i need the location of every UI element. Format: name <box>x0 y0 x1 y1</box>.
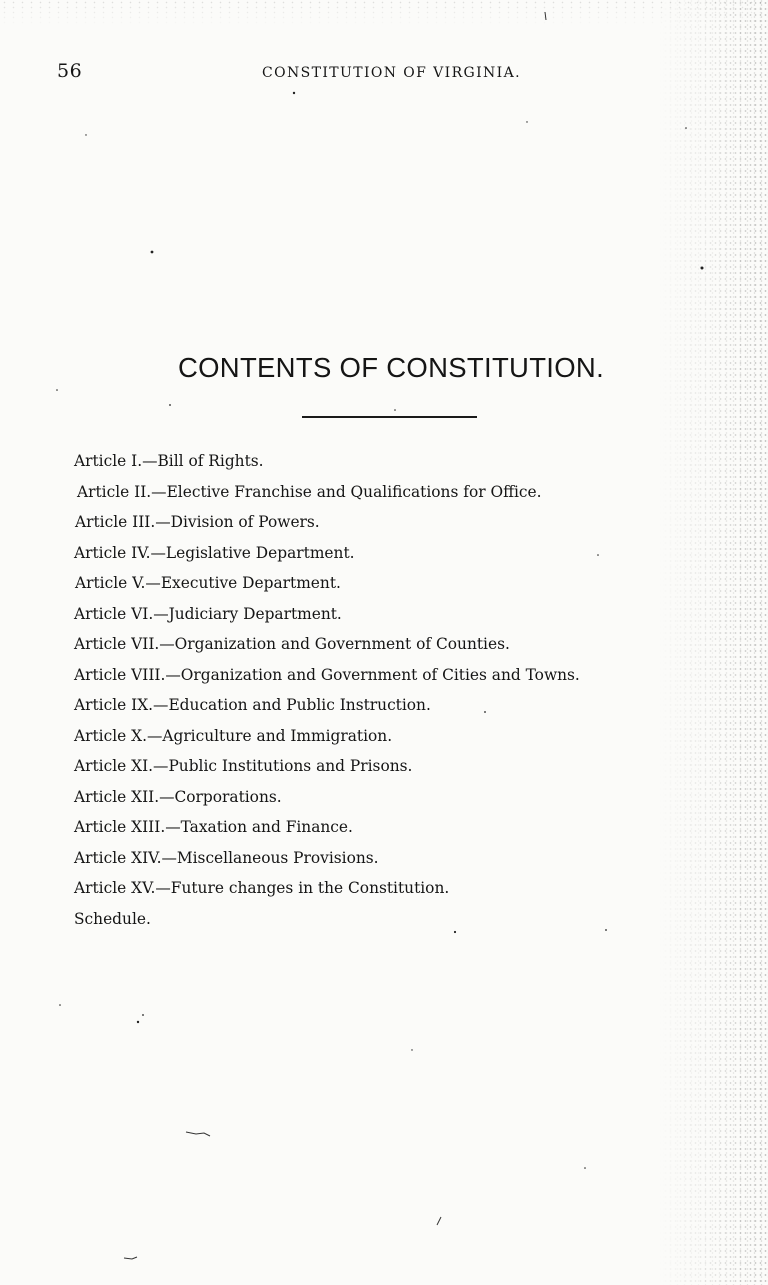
contents-item-article-14: Article XIV.—Miscellaneous Provisions. <box>74 848 379 867</box>
contents-item-schedule: Schedule. <box>74 909 151 928</box>
contents-item-article-6: Article VI.—Judiciary Department. <box>74 604 342 623</box>
title-rule <box>302 416 477 418</box>
contents-item-article-11: Article XI.—Public Institutions and Prisons. <box>74 757 413 775</box>
contents-item-article-4: Article IV.—Legislative Department. <box>74 543 355 562</box>
contents-item-article-5: Article V.—Executive Department. <box>75 574 341 592</box>
running-head: CONSTITUTION OF VIRGINIA. <box>262 65 521 81</box>
contents-item-article-10: Article X.—Agriculture and Immigration. <box>74 726 393 745</box>
contents-title: CONTENTS OF CONSTITUTION. <box>177 352 605 383</box>
contents-item-article-3: Article III.—Division of Powers. <box>75 513 320 531</box>
contents-list <box>74 446 694 934</box>
contents-item-article-7: Article VII.—Organization and Government of Counties. <box>74 635 510 653</box>
scan-noise-top <box>0 0 768 26</box>
contents-item-article-8: Article VIII.—Organization and Government of Cities and Towns. <box>74 665 580 684</box>
contents-item-article-9: Article IX.—Education and Public Instruction. <box>74 696 431 714</box>
contents-item-article-12: Article XII.—Corporations. <box>74 787 282 806</box>
contents-item-article-13: Article XIII.—Taxation and Finance. <box>74 818 353 836</box>
page-number: 56 <box>57 60 83 82</box>
contents-item-article-15: Article XV.—Future changes in the Constitution. <box>74 879 450 897</box>
contents-item-article-1: Article I.—Bill of Rights. <box>74 452 264 470</box>
contents-item-article-2: Article II.—Elective Franchise and Qualifications for Office. <box>77 482 542 501</box>
